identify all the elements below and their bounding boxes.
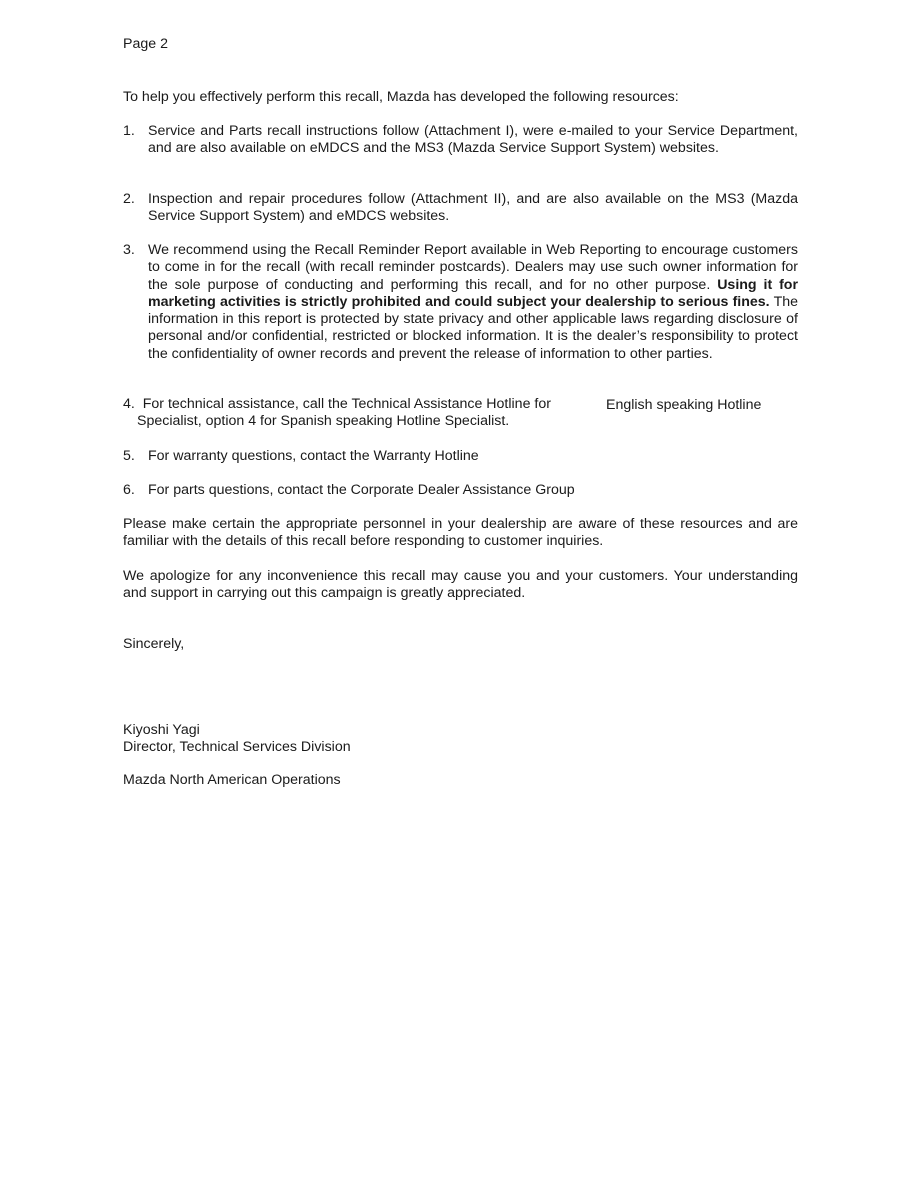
closing: Sincerely, [123,636,185,652]
recall-reminder-text: We recommend using the Recall Reminder Report available in Web Reporting to encourage customers to come in for the recall (with recall reminder postcards). Dealers may use such owner information for the sole purpose of conducting and performing this recall, and for no other purpose. [148,242,798,293]
list-item-text: Inspection and repair procedures follow (Attachment II), and are also available on the MS3 (Mazda Service Support System) and eMDCS websites. [148,191,798,225]
personnel-paragraph: Please make certain the appropriate personnel in your dealership are aware of these resources and are familiar with the details of this recall before responding to customer inquiries. [123,516,798,550]
marketing-warning: Using it for marketing activities is strictly prohibited and could subject your dealership to serious fines. [148,276,798,310]
hotline-line-1 [123,396,551,413]
privacy-text: The information in this report is protected by state privacy and other applicable laws regarding disclosure of personal and/or confidential, restricted or blocked information. It is the dealer’s responsibility to protect the confidentiality of owner records and prevent the release of information to other parties. [148,293,799,362]
list-item-text: For parts questions, contact the Corporate Dealer Assistance Group [148,482,575,498]
list-item-text: For warranty questions, contact the Warranty Hotline [148,448,479,464]
list-item-5 [123,448,798,465]
list-item-1 [123,123,798,158]
list-item-3 [123,242,798,363]
list-number: 1. [123,123,135,139]
hotline-english: English speaking Hotline [606,397,762,413]
list-number: 6. [123,482,135,498]
list-item-text [148,242,798,363]
list-item-text: Service and Parts recall instructions follow (Attachment I), were e-mailed to your Service Department, and are also available on eMDCS and the MS3 (Mazda Service Support System) websites. [148,123,798,157]
signer-organization: Mazda North American Operations [123,772,341,788]
list-number: 2. [123,191,135,207]
signer-name: Kiyoshi Yagi [123,722,200,738]
hotline-text: For technical assistance, call the Technical Assistance Hotline for [142,396,551,412]
list-item-2 [123,191,798,226]
list-number: 4. [123,396,135,412]
list-number: 5. [123,448,135,464]
signer-title: Director, Technical Services Division [123,739,351,755]
hotline-line-2: Specialist, option 4 for Spanish speaking Hotline Specialist. [137,413,510,429]
page-number: Page 2 [123,36,168,52]
intro-paragraph: To help you effectively perform this recall, Mazda has developed the following resources: [123,89,679,105]
list-item-6 [123,482,798,499]
list-number: 3. [123,242,135,258]
apology-paragraph: We apologize for any inconvenience this recall may cause you and your customers. Your understanding and support in carrying out this campaign is greatly appreciated. [123,568,798,602]
